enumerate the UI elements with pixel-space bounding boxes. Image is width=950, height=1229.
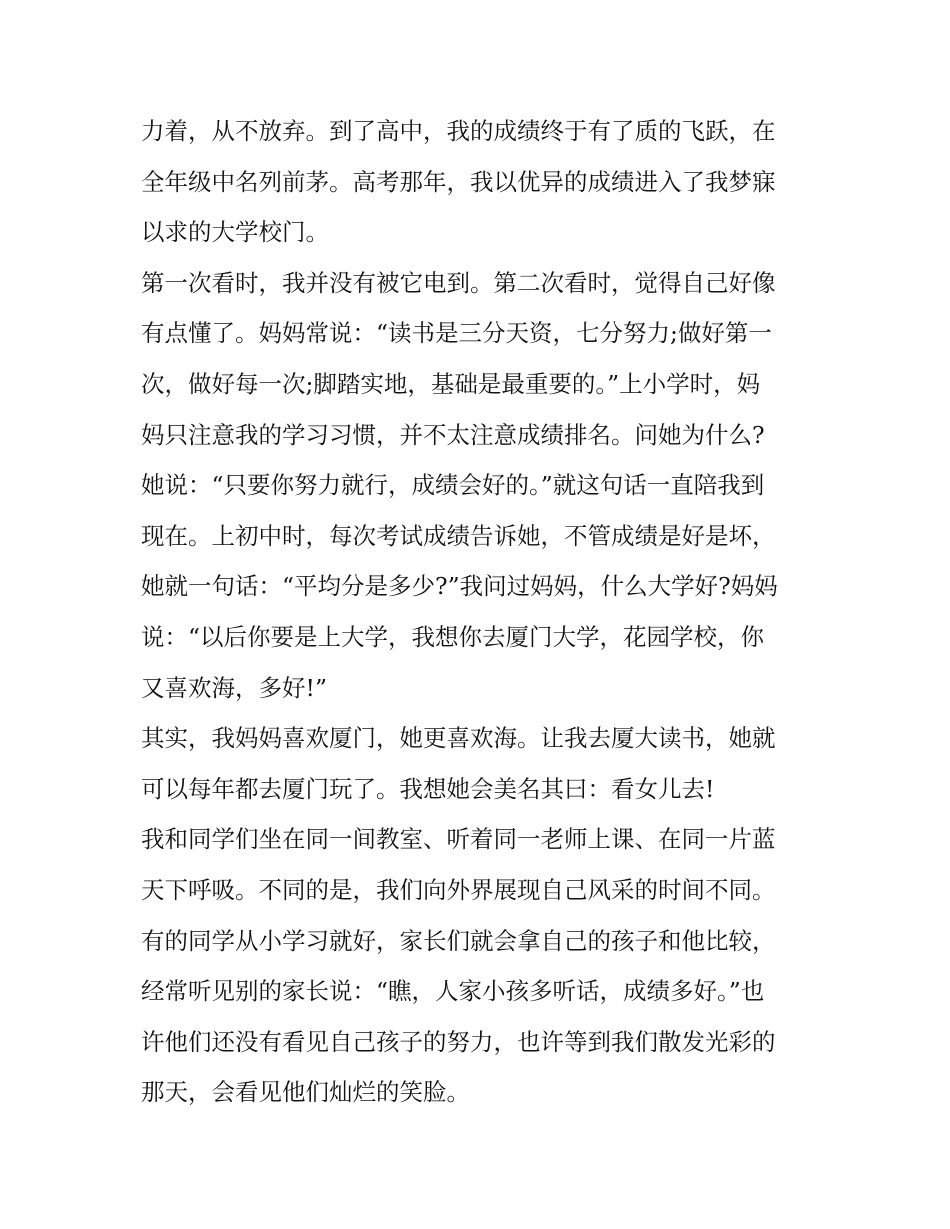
text-line: 妈只注意我的学习习惯，并不太注意成绩排名。问她为什么?	[141, 420, 765, 449]
text-line: 有的同学从小学习就好，家长们就会拿自己的孩子和他比较，	[141, 926, 776, 955]
text-line: 可以每年都去厦门玩了。我想她会美名其曰：看女儿去!	[141, 774, 715, 803]
text-line: 又喜欢海，多好!”	[141, 673, 327, 702]
body-text	[141, 106, 821, 1118]
text-line: 第一次看时，我并没有被它电到。第二次看时，觉得自己好像	[141, 268, 776, 297]
text-line: 力着，从不放弃。到了高中，我的成绩终于有了质的飞跃，在	[141, 117, 776, 145]
text-line: 经常听见别的家长说：“瞧，人家小孩多听话，成绩多好。”也	[141, 977, 765, 1006]
text-line: 她说：“只要你努力就行，成绩会好的。”就这句话一直陪我到	[141, 471, 765, 500]
text-line: 现在。上初中时，每次考试成绩告诉她，不管成绩是好是坏，	[141, 521, 776, 550]
text-line: 说：“以后你要是上大学，我想你去厦门大学，花园学校，你	[141, 622, 765, 651]
text-line: 那天，会看见他们灿烂的笑脸。	[141, 1078, 470, 1107]
text-line: 有点懂了。妈妈常说：“读书是三分天资，七分努力;做好第一	[141, 319, 772, 348]
text-line: 她就一句话：“平均分是多少?”我问过妈妈，什么大学好?妈妈	[141, 572, 778, 601]
text-line: 许他们还没有看见自己孩子的努力，也许等到我们散发光彩的	[141, 1027, 776, 1056]
text-line: 全年级中名列前茅。高考那年，我以优异的成绩进入了我梦寐	[141, 167, 776, 196]
text-line: 天下呼吸。不同的是，我们向外界展现自己风采的时间不同。	[141, 875, 776, 904]
text-line: 次，做好每一次;脚踏实地，基础是最重要的。”上小学时，妈	[141, 369, 761, 398]
text-line: 以求的大学校门。	[141, 218, 329, 247]
text-line: 其实，我妈妈喜欢厦门，她更喜欢海。让我去厦大读书，她就	[141, 724, 776, 753]
text-line: 我和同学们坐在同一间教室、听着同一老师上课、在同一片蓝	[141, 825, 776, 854]
